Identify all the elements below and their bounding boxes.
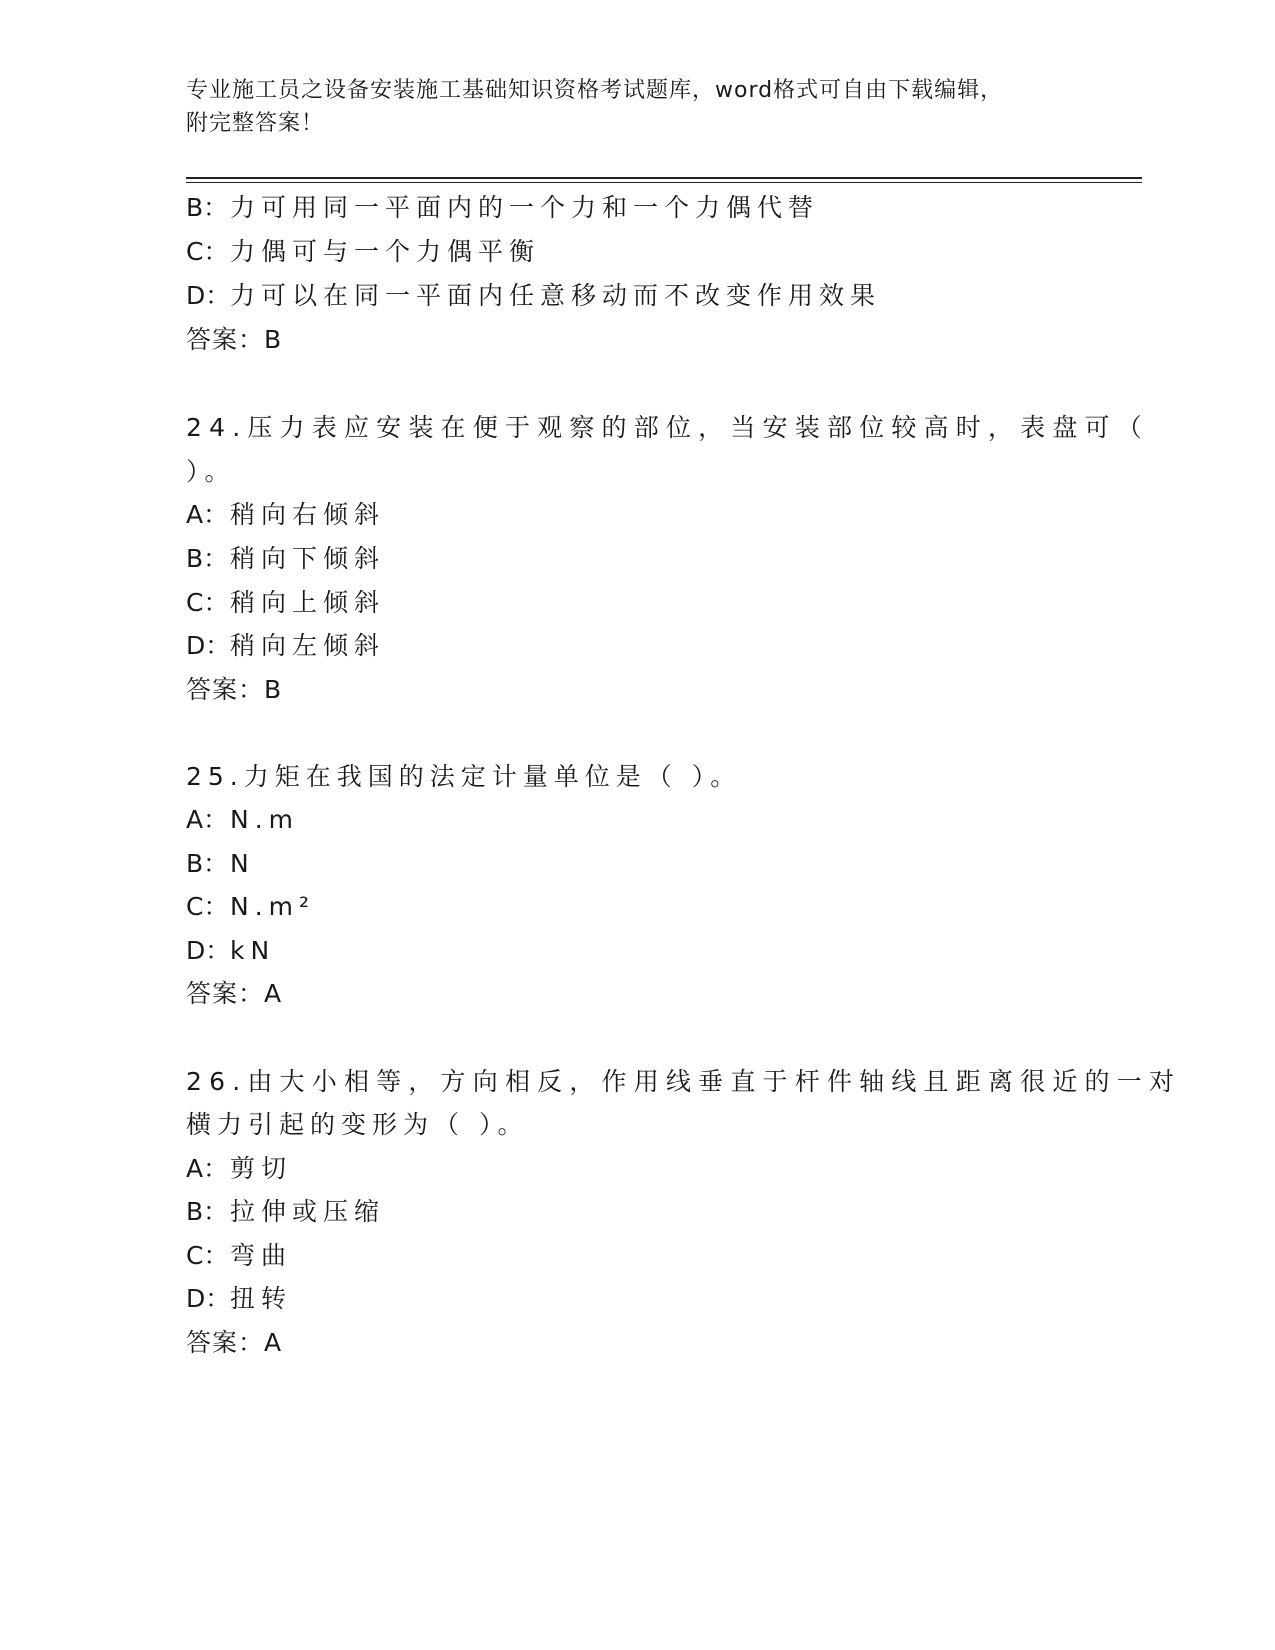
- answer-value: A: [264, 1328, 282, 1357]
- header-divider-thin: [186, 182, 1142, 183]
- q24-stem-line-1: 24.压力表应安装在便于观察的部位，当安装部位较高时，表盘可（: [186, 413, 1149, 442]
- q26-option-c: [186, 1239, 292, 1273]
- option-text: 稍向上倾斜: [230, 588, 386, 617]
- option-key: C：: [186, 1241, 229, 1270]
- option-text: 力偶可与一个力偶平衡: [230, 237, 541, 266]
- q26-stem-line-1: 26.由大小相等，方向相反，作用线垂直于杆件轴线且距离很近的一对: [186, 1067, 1182, 1096]
- q25-option-c: [186, 890, 315, 924]
- document-header: [186, 74, 1086, 140]
- option-text: 稍向右倾斜: [230, 500, 386, 529]
- q24-option-b: [186, 542, 385, 576]
- q23-option-d: [186, 279, 881, 313]
- option-text: N: [230, 849, 255, 878]
- q24-option-d: [186, 629, 385, 663]
- option-text: 稍向左倾斜: [230, 631, 386, 660]
- q26-stem-line-2: 横力引起的变形为（ ）。: [186, 1110, 529, 1139]
- q24-answer: [186, 673, 281, 707]
- answer-label: 答案：: [186, 675, 265, 704]
- q25-stem-line-1: 25.力矩在我国的法定计量单位是（ ）。: [186, 762, 742, 791]
- option-text: kN: [230, 936, 276, 965]
- option-key: D：: [186, 631, 231, 660]
- q26-option-b: [186, 1195, 385, 1229]
- q24-stem-line-2: ）。: [186, 457, 236, 486]
- q23-option-c: [186, 235, 540, 269]
- option-text: 剪切: [230, 1154, 293, 1183]
- q25-answer: [186, 977, 281, 1011]
- option-key: C：: [186, 237, 229, 266]
- option-key: A：: [186, 1154, 229, 1183]
- option-key: A：: [186, 805, 229, 834]
- answer-label: 答案：: [186, 1328, 265, 1357]
- q25-option-b: [186, 847, 255, 881]
- option-key: D：: [186, 1284, 231, 1313]
- q23-option-b: [186, 191, 819, 225]
- q25-option-d: [186, 934, 275, 968]
- answer-value: A: [264, 979, 282, 1008]
- option-key: A：: [186, 500, 229, 529]
- option-key: D：: [186, 936, 231, 965]
- option-key: B：: [186, 849, 229, 878]
- q25-option-a: [186, 803, 299, 837]
- option-text: N.m²: [230, 892, 316, 921]
- header-line-2: 附完整答案！: [186, 111, 325, 136]
- option-key: D：: [186, 281, 231, 310]
- option-key: B：: [186, 1197, 229, 1226]
- option-key: C：: [186, 892, 229, 921]
- q23-answer: [186, 323, 281, 357]
- option-key: C：: [186, 588, 229, 617]
- option-text: 力可用同一平面内的一个力和一个力偶代替: [230, 193, 820, 222]
- option-text: 稍向下倾斜: [230, 544, 386, 573]
- option-text: 力可以在同一平面内任意移动而不改变作用效果: [230, 281, 882, 310]
- option-text: 弯曲: [230, 1241, 293, 1270]
- option-text: N.m: [230, 805, 300, 834]
- answer-value: B: [264, 675, 282, 704]
- header-line-1: 专业施工员之设备安装施工基础知识资格考试题库，word格式可自由下载编辑，: [186, 78, 1004, 103]
- header-divider-thick: [186, 177, 1142, 179]
- answer-value: B: [264, 325, 282, 354]
- q26-option-d: [186, 1282, 292, 1316]
- option-key: B：: [186, 544, 229, 573]
- option-key: B：: [186, 193, 229, 222]
- q26-answer: [186, 1326, 281, 1360]
- option-text: 拉伸或压缩: [230, 1197, 386, 1226]
- q24-option-c: [186, 586, 385, 620]
- answer-label: 答案：: [186, 979, 265, 1008]
- answer-label: 答案：: [186, 325, 265, 354]
- q24-option-a: [186, 498, 385, 532]
- option-text: 扭转: [230, 1284, 293, 1313]
- q26-option-a: [186, 1152, 292, 1186]
